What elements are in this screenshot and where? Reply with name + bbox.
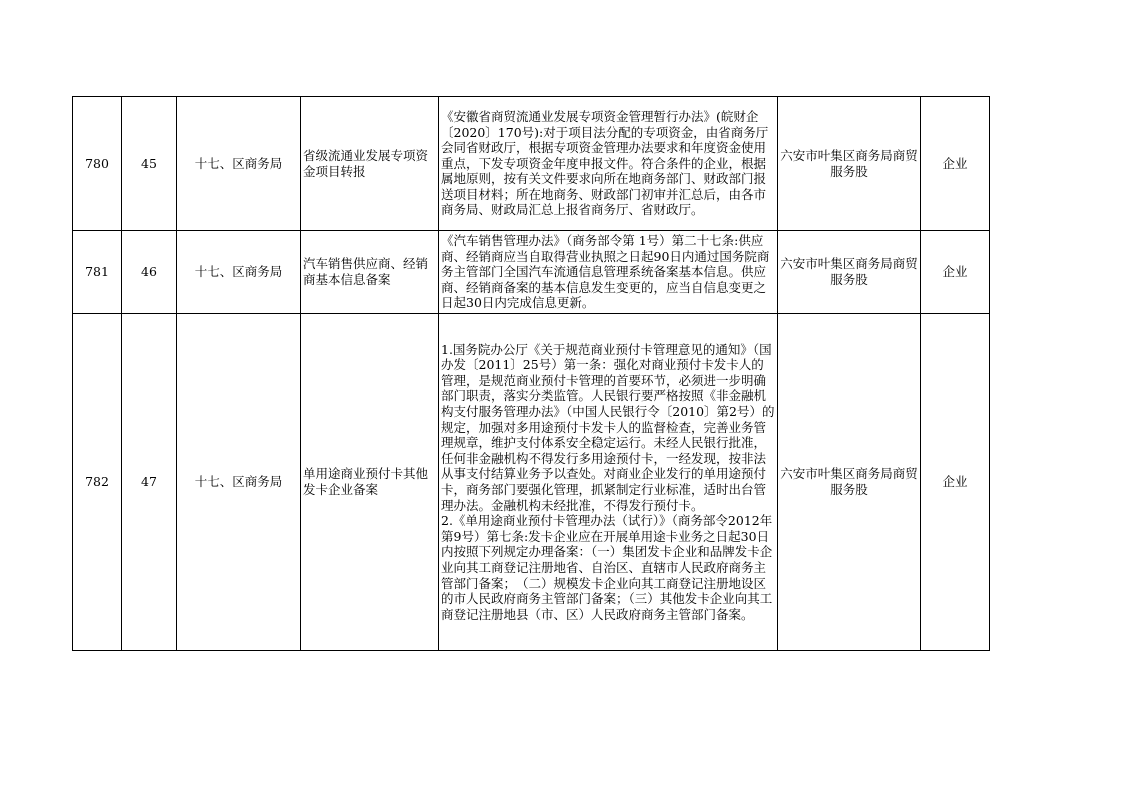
row-department: 十七、区商务局 [177, 231, 301, 314]
row-target: 企业 [921, 314, 990, 651]
row-sub-seq: 46 [122, 231, 177, 314]
row-basis: 《汽车销售管理办法》（商务部令第 1号）第二十七条:供应商、经销商应当自取得营业执照之日起90日内通过国务院商务主管部门全国汽车流通信息管理系统备案基本信息。供应商、经销商备案的基本信息发生变更的，应当自信息变更之日起30日内完成信息更新。 [439, 231, 778, 314]
row-basis [439, 314, 778, 651]
row-item-name: 汽车销售供应商、经销商基本信息备案 [301, 231, 439, 314]
table-row [73, 314, 990, 651]
row-basis: 《安徽省商贸流通业发展专项资金管理暂行办法》(皖财企〔2020〕170号):对于项目法分配的专项资金，由省商务厅会同省财政厅，根据专项资金管理办法要求和年度资金使用重点，下发专项资金年度申报文件。符合条件的企业，根据属地原则，按有关文件要求向所在地商务部门、财政部门报送项目材料；所在地商务、财政部门初审并汇总后，由各市商务局、财政局汇总上报省商务厅、省财政厅。 [439, 97, 778, 231]
row-department: 十七、区商务局 [177, 314, 301, 651]
row-target: 企业 [921, 231, 990, 314]
table-row [73, 231, 990, 314]
row-implementer: 六安市叶集区商务局商贸服务股 [778, 97, 921, 231]
table-row [73, 97, 990, 231]
row-implementer: 六安市叶集区商务局商贸服务股 [778, 231, 921, 314]
row-sub-seq: 47 [122, 314, 177, 651]
row-target: 企业 [921, 97, 990, 231]
row-sub-seq: 45 [122, 97, 177, 231]
row-seq: 782 [73, 314, 122, 651]
basis-clause-2: 2.《单用途商业预付卡管理办法（试行）》（商务部令2012年第9号）第七条:发卡企业应在开展单用途卡业务之日起30日内按照下列规定办理备案：（一）集团发卡企业和品牌发卡企业向其工商登记注册地省、自治区、直辖市人民政府商务主管部门备案； （二）规模发卡企业向其工商登记注册地设区的市人民政府商务主管部门备案；（三）其他发卡企业向其工商登记注册地县（市、区）人民政府商务主管部门备案。 [441, 513, 773, 622]
row-seq: 780 [73, 97, 122, 231]
row-department: 十七、区商务局 [177, 97, 301, 231]
basis-clause-1: 1.国务院办公厅《关于规范商业预付卡管理意见的通知》（国办发〔2011〕25号）第一条：强化对商业预付卡发卡人的管理，是规范商业预付卡管理的首要环节，必须进一步明确部门职责，落实分类监管。人民银行要严格按照《非金融机构支付服务管理办法》（中国人民银行令〔2010〕第2号）的规定，加强对多用途预付卡发卡人的监督检查，完善业务管理规章，维护支付体系安全稳定运行。未经人民银行批准，任何非金融机构不得发行多用途预付卡，一经发现，按非法从事支付结算业务予以查处。对商业企业发行的单用途预付卡，商务部门要强化管理，抓紧制定行业标准，适时出台管理办法。金融机构未经批准，不得发行预付卡。 [441, 341, 775, 513]
row-item-name: 单用途商业预付卡其他发卡企业备案 [301, 314, 439, 651]
row-item-name: 省级流通业发展专项资金项目转报 [301, 97, 439, 231]
row-implementer: 六安市叶集区商务局商贸服务股 [778, 314, 921, 651]
matters-table [72, 96, 990, 651]
row-seq: 781 [73, 231, 122, 314]
